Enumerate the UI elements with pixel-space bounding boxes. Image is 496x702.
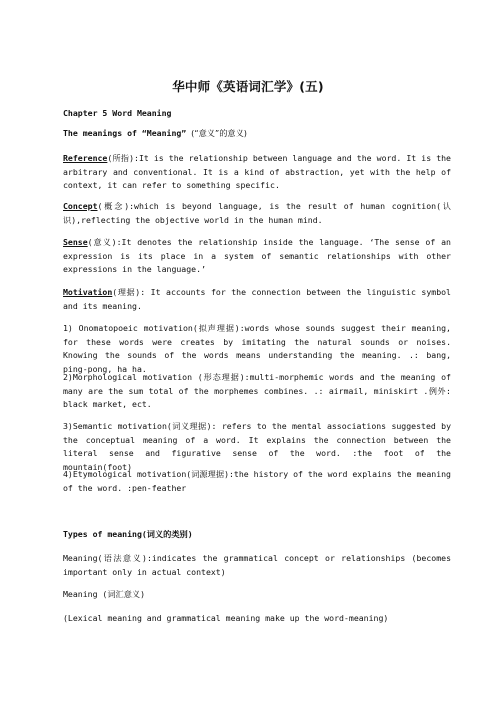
motivation-term: Motivation	[63, 287, 113, 297]
concept-text: (概念):which is beyond language, is the result of human cognition(认识),reflecting the objective world in the human mind.	[63, 201, 451, 225]
meanings-heading-rest: (“意义”的意义)	[191, 128, 247, 138]
reference-term: Reference	[63, 153, 108, 163]
sense-paragraph	[63, 236, 451, 277]
meanings-heading-bold: The meanings of “Meaning”	[63, 128, 187, 138]
lexical-meaning: Meaning (词汇意义)	[63, 589, 146, 599]
motivation-text: (理据): It accounts for the connection between the linguistic symbol and its meaning.	[63, 287, 451, 311]
concept-paragraph	[63, 200, 451, 227]
motivation-item-3: 3)Semantic motivation(词义理据): refers to the mental associations suggested by the conceptual meaning of a word. It explains the connection between the literal sense and figurative sense of the word. :the foot of the mountain(foot)	[63, 421, 451, 472]
motivation-item-1: 1) Onomatopoeic motivation(拟声理据):words whose sounds suggest their meaning, for these words were creates by imitating the natural sounds or noises. Knowing the sounds of the words means understanding the meaning. .: bang, ping-pong, ha ha.	[63, 323, 451, 374]
reference-text: (所指):It is the relationship between language and the word. It is the arbitrary and conventional. It is a kind of abstraction, yet with the help of context, it can refer to something specific.	[63, 153, 451, 191]
motivation-item-2: 2)Morphological motivation (形态理据):multi-morphemic words and the meaning of many are the sum total of the morphemes combines. .: airmail, miniskirt .例外: black market, ect.	[63, 372, 451, 410]
meaning-note: (Lexical meaning and grammatical meaning make up the word-meaning)	[63, 613, 389, 623]
types-heading: Types of meaning(词义的类别)	[63, 529, 193, 539]
reference-paragraph	[63, 152, 451, 193]
sense-text: (意义):It denotes the relationship inside the language. ‘The sense of an expression is its place in a system of semantic relationships with other expressions in the language.’	[63, 237, 451, 275]
chapter-heading: Chapter 5 Word Meaning	[63, 108, 172, 118]
concept-term: Concept	[63, 201, 98, 211]
motivation-item-4: 4)Etymological motivation(词源理据):the history of the word explains the meaning of the word. :pen-feather	[63, 469, 451, 493]
meanings-heading	[63, 127, 451, 141]
grammatical-meaning: Meaning(语法意义):indicates the grammatical concept or relationships (becomes important only in actual context)	[63, 553, 451, 577]
sense-term: Sense	[63, 237, 88, 247]
page-title: 华中师《英语词汇学》(五)	[172, 79, 324, 94]
motivation-paragraph	[63, 286, 451, 313]
